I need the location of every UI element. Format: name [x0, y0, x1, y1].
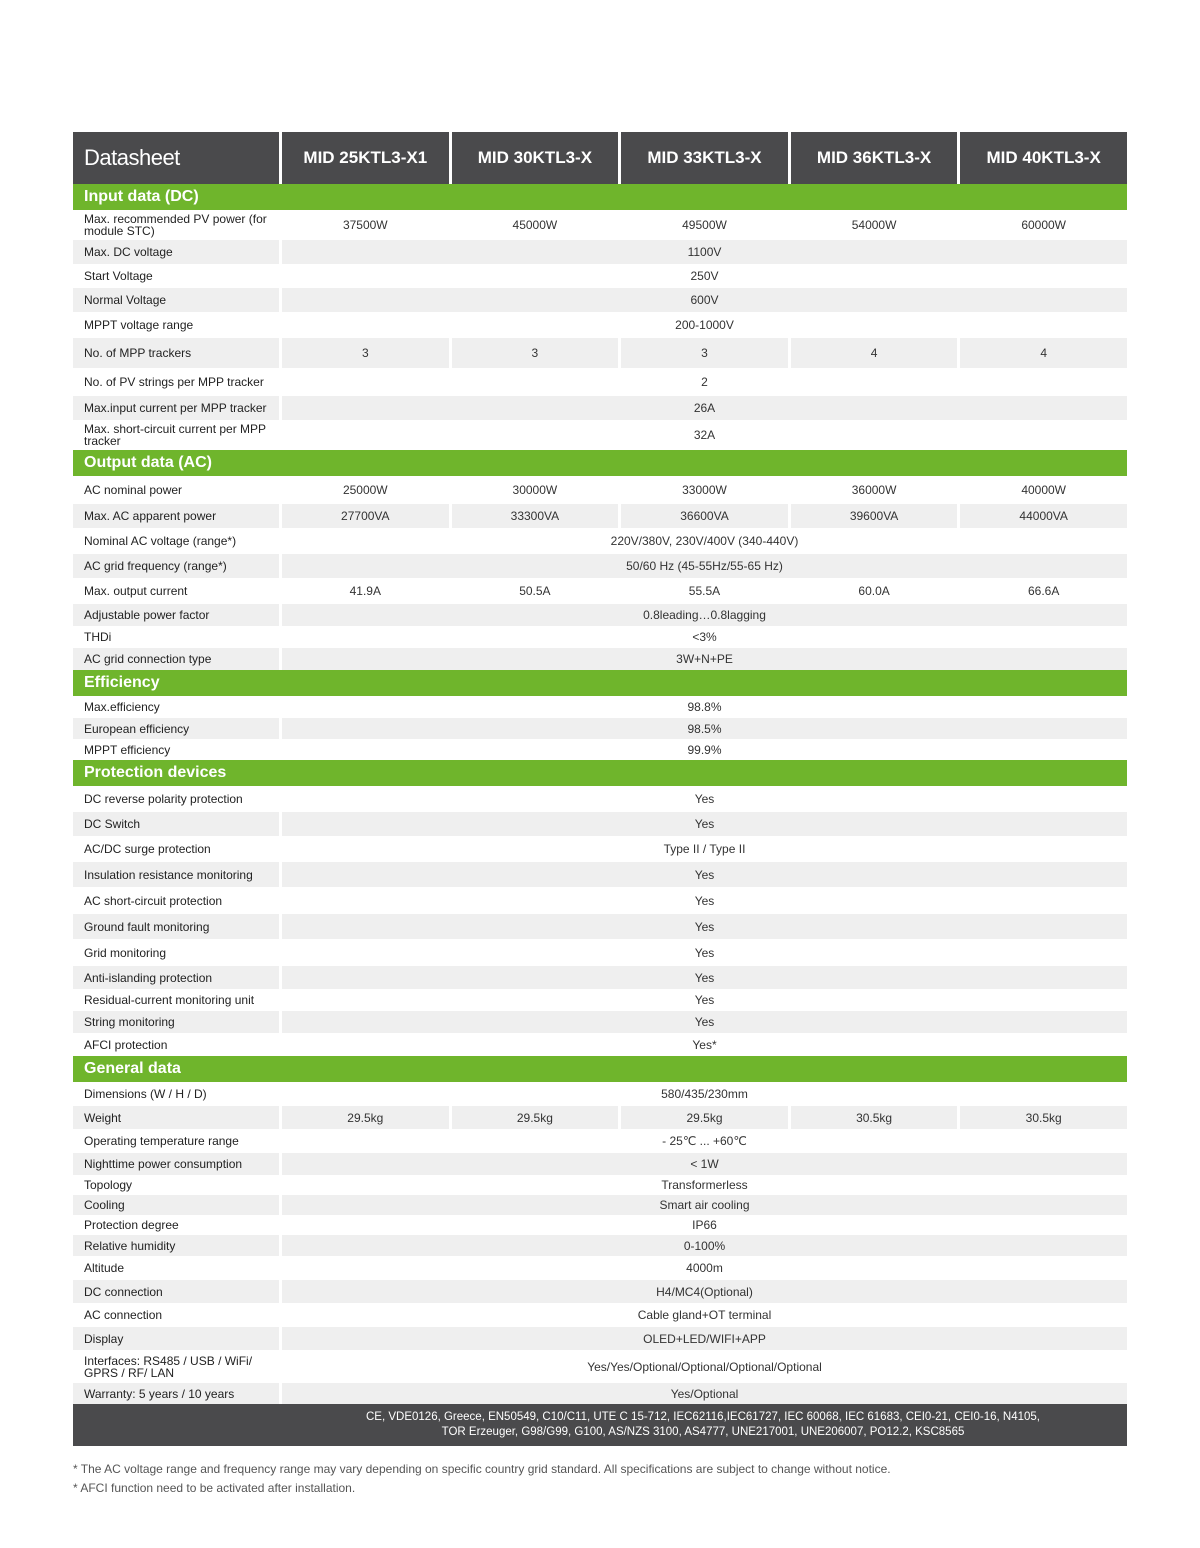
table-row: [73, 1256, 1127, 1280]
row-value-merged: 4000m: [282, 1256, 1127, 1280]
row-value-cell: 45000W: [452, 210, 619, 240]
model-column-4: MID 36KTL3-X: [791, 132, 958, 184]
table-row: [73, 939, 1127, 966]
row-value-merged: OLED+LED/WIFI+APP: [282, 1327, 1127, 1350]
table-row: [73, 1280, 1127, 1303]
row-value-merged: - 25℃ ... +60℃: [282, 1129, 1127, 1153]
row-value-cell: 29.5kg: [282, 1106, 449, 1129]
table-row: [73, 718, 1127, 739]
certifications-line-2: TOR Erzeuger, G98/G99, G100, AS/NZS 3100, AS4777, UNE217001, UNE206007, PO12.2, KSC8565: [441, 1426, 965, 1438]
row-value-merged: Transformerless: [282, 1175, 1127, 1195]
row-value-cell: 60.0A: [791, 578, 958, 604]
table-row: [73, 554, 1127, 578]
row-value-merged: 600V: [282, 288, 1127, 312]
row-label: AFCI protection: [73, 1033, 279, 1056]
row-value-cell: 33300VA: [452, 504, 619, 528]
row-value-cell: 30.5kg: [791, 1106, 958, 1129]
row-value-merged: 26A: [282, 396, 1127, 420]
row-value-cell: 66.6A: [960, 578, 1127, 604]
row-value-merged: 220V/380V, 230V/400V (340-440V): [282, 528, 1127, 554]
row-value-cell: 54000W: [791, 210, 958, 240]
row-value-merged: Yes: [282, 1011, 1127, 1033]
certifications-bar: [73, 1404, 1127, 1446]
row-value-merged: IP66: [282, 1215, 1127, 1235]
row-value-merged: 0.8leading…0.8lagging: [282, 604, 1127, 626]
table-row: [73, 648, 1127, 670]
row-value-cell: 55.5A: [621, 578, 788, 604]
row-value-cell: 36600VA: [621, 504, 788, 528]
table-row: [73, 1327, 1127, 1350]
row-label: Operating temperature range: [73, 1129, 279, 1153]
row-label: Max. output current: [73, 578, 279, 604]
row-value-cell: 27700VA: [282, 504, 449, 528]
row-label: No. of PV strings per MPP tracker: [73, 368, 279, 396]
model-column-3: MID 33KTL3-X: [621, 132, 788, 184]
table-row: [73, 914, 1127, 939]
row-label: Protection degree: [73, 1215, 279, 1235]
row-value-merged: 0-100%: [282, 1235, 1127, 1256]
table-row: [73, 1215, 1127, 1235]
row-label: Adjustable power factor: [73, 604, 279, 626]
table-body: [73, 184, 1127, 1404]
row-value-merged: Yes*: [282, 1033, 1127, 1056]
table-row: [73, 312, 1127, 338]
row-label: Nighttime power consumption: [73, 1153, 279, 1175]
table-row: [73, 1195, 1127, 1215]
row-label: DC reverse polarity protection: [73, 786, 279, 812]
table-row: [73, 264, 1127, 288]
row-label: AC nominal power: [73, 476, 279, 504]
table-row: [73, 812, 1127, 836]
row-label: Nominal AC voltage (range*): [73, 528, 279, 554]
row-value-merged: Yes: [282, 887, 1127, 914]
table-row: [73, 739, 1127, 760]
table-row: [73, 1033, 1127, 1056]
row-label: Insulation resistance monitoring: [73, 862, 279, 887]
row-label: Max. DC voltage: [73, 240, 279, 264]
row-label: No. of MPP trackers: [73, 338, 279, 368]
model-column-1: MID 25KTL3-X1: [282, 132, 449, 184]
table-row: [73, 989, 1127, 1011]
row-label: Warranty: 5 years / 10 years: [73, 1383, 279, 1404]
row-value-cell: 37500W: [282, 210, 449, 240]
row-value-merged: 99.9%: [282, 739, 1127, 760]
row-label: Max. AC apparent power: [73, 504, 279, 528]
row-value-merged: Yes: [282, 862, 1127, 887]
row-label: Weight: [73, 1106, 279, 1129]
model-column-5: MID 40KTL3-X: [960, 132, 1127, 184]
row-value-merged: Cable gland+OT terminal: [282, 1303, 1127, 1327]
table-row: [73, 887, 1127, 914]
row-value-cell: 30000W: [452, 476, 619, 504]
row-label: Max. recommended PV power (for module STC): [73, 210, 279, 240]
table-row: [73, 786, 1127, 812]
row-value-merged: Smart air cooling: [282, 1195, 1127, 1215]
row-value-merged: Yes: [282, 989, 1127, 1011]
table-row: [73, 604, 1127, 626]
footnote-1: * The AC voltage range and frequency range may vary depending on specific country grid standard. All specifications are subject to change without notice.: [73, 1462, 891, 1476]
table-row: [73, 420, 1127, 450]
table-row: [73, 966, 1127, 989]
row-value-cell: 49500W: [621, 210, 788, 240]
row-label: Grid monitoring: [73, 939, 279, 966]
row-value-merged: 200-1000V: [282, 312, 1127, 338]
row-value-cell: 36000W: [791, 476, 958, 504]
row-label: String monitoring: [73, 1011, 279, 1033]
row-label: Max.efficiency: [73, 696, 279, 718]
table-row: [73, 1106, 1127, 1129]
table-row: [73, 1082, 1127, 1106]
section-header: Protection devices: [73, 760, 1127, 786]
row-label: European efficiency: [73, 718, 279, 739]
section-header: General data: [73, 1056, 1127, 1082]
section-header: Efficiency: [73, 670, 1127, 696]
table-row: [73, 1129, 1127, 1153]
row-label: AC grid connection type: [73, 648, 279, 670]
row-value-cell: 3: [621, 338, 788, 368]
row-label: MPPT voltage range: [73, 312, 279, 338]
row-value-merged: 580/435/230mm: [282, 1082, 1127, 1106]
section-header: Input data (DC): [73, 184, 1127, 210]
row-value-merged: Yes: [282, 812, 1127, 836]
row-value-cell: 30.5kg: [960, 1106, 1127, 1129]
row-label: MPPT efficiency: [73, 739, 279, 760]
table-row: [73, 1011, 1127, 1033]
row-label: Dimensions (W / H / D): [73, 1082, 279, 1106]
row-value-cell: 4: [791, 338, 958, 368]
row-label: Start Voltage: [73, 264, 279, 288]
row-value-merged: 98.8%: [282, 696, 1127, 718]
row-value-cell: 3: [452, 338, 619, 368]
row-label: THDi: [73, 626, 279, 648]
table-row: [73, 1383, 1127, 1404]
table-row: [73, 1235, 1127, 1256]
row-label: Normal Voltage: [73, 288, 279, 312]
row-label: Altitude: [73, 1256, 279, 1280]
row-label: Residual-current monitoring unit: [73, 989, 279, 1011]
table-row: [73, 1350, 1127, 1383]
row-value-cell: 39600VA: [791, 504, 958, 528]
row-value-cell: 4: [960, 338, 1127, 368]
row-value-merged: H4/MC4(Optional): [282, 1280, 1127, 1303]
table-row: [73, 504, 1127, 528]
row-label: Display: [73, 1327, 279, 1350]
table-row: [73, 1153, 1127, 1175]
table-row: [73, 240, 1127, 264]
row-value-merged: Yes: [282, 966, 1127, 989]
row-label: AC short-circuit protection: [73, 887, 279, 914]
table-row: [73, 396, 1127, 420]
row-value-merged: 2: [282, 368, 1127, 396]
row-value-merged: Yes/Optional: [282, 1383, 1127, 1404]
row-label: AC/DC surge protection: [73, 836, 279, 862]
table-row: [73, 836, 1127, 862]
row-value-merged: < 1W: [282, 1153, 1127, 1175]
row-value-cell: 40000W: [960, 476, 1127, 504]
row-value-cell: 29.5kg: [621, 1106, 788, 1129]
row-label: Topology: [73, 1175, 279, 1195]
footnote-2: * AFCI function need to be activated after installation.: [73, 1481, 356, 1495]
row-label: Max.input current per MPP tracker: [73, 396, 279, 420]
row-value-cell: 33000W: [621, 476, 788, 504]
model-column-2: MID 30KTL3-X: [452, 132, 619, 184]
row-value-merged: Yes/Yes/Optional/Optional/Optional/Optional: [282, 1350, 1127, 1383]
row-label: Interfaces: RS485 / USB / WiFi/ GPRS / RF/ LAN: [73, 1350, 279, 1383]
row-label: Ground fault monitoring: [73, 914, 279, 939]
row-value-merged: Yes: [282, 914, 1127, 939]
row-value-merged: 3W+N+PE: [282, 648, 1127, 670]
row-value-cell: 44000VA: [960, 504, 1127, 528]
table-row: [73, 528, 1127, 554]
row-label: Relative humidity: [73, 1235, 279, 1256]
table-row: [73, 210, 1127, 240]
row-label: AC grid frequency (range*): [73, 554, 279, 578]
row-label: AC connection: [73, 1303, 279, 1327]
table-header: [73, 132, 1127, 184]
table-row: [73, 338, 1127, 368]
row-label: Anti-islanding protection: [73, 966, 279, 989]
datasheet-title: Datasheet: [73, 132, 279, 184]
row-label: Max. short-circuit current per MPP tracker: [73, 420, 279, 450]
table-row: [73, 368, 1127, 396]
row-value-merged: 50/60 Hz (45-55Hz/55-65 Hz): [282, 554, 1127, 578]
row-label: DC Switch: [73, 812, 279, 836]
table-row: [73, 1303, 1127, 1327]
row-value-cell: 29.5kg: [452, 1106, 619, 1129]
datasheet-table: [73, 132, 1127, 1446]
table-row: [73, 476, 1127, 504]
row-value-cell: 41.9A: [282, 578, 449, 604]
table-row: [73, 288, 1127, 312]
table-row: [73, 626, 1127, 648]
table-row: [73, 1175, 1127, 1195]
footnotes: [73, 1460, 891, 1498]
row-value-merged: 1100V: [282, 240, 1127, 264]
section-header: Output data (AC): [73, 450, 1127, 476]
row-value-merged: <3%: [282, 626, 1127, 648]
table-row: [73, 578, 1127, 604]
row-value-merged: 98.5%: [282, 718, 1127, 739]
row-value-merged: Type II / Type II: [282, 836, 1127, 862]
certifications-line-1: CE, VDE0126, Greece, EN50549, C10/C11, UTE C 15-712, IEC62116,IEC61727, IEC 60068, IEC 61683, CEI0-21, CEI0-16, N4105,: [366, 1411, 1040, 1423]
row-value-cell: 3: [282, 338, 449, 368]
row-value-cell: 25000W: [282, 476, 449, 504]
row-value-merged: Yes: [282, 786, 1127, 812]
row-label: Cooling: [73, 1195, 279, 1215]
table-row: [73, 696, 1127, 718]
row-value-cell: 50.5A: [452, 578, 619, 604]
row-value-merged: 32A: [282, 420, 1127, 450]
table-row: [73, 862, 1127, 887]
row-value-merged: 250V: [282, 264, 1127, 288]
row-value-merged: Yes: [282, 939, 1127, 966]
row-label: DC connection: [73, 1280, 279, 1303]
row-value-cell: 60000W: [960, 210, 1127, 240]
